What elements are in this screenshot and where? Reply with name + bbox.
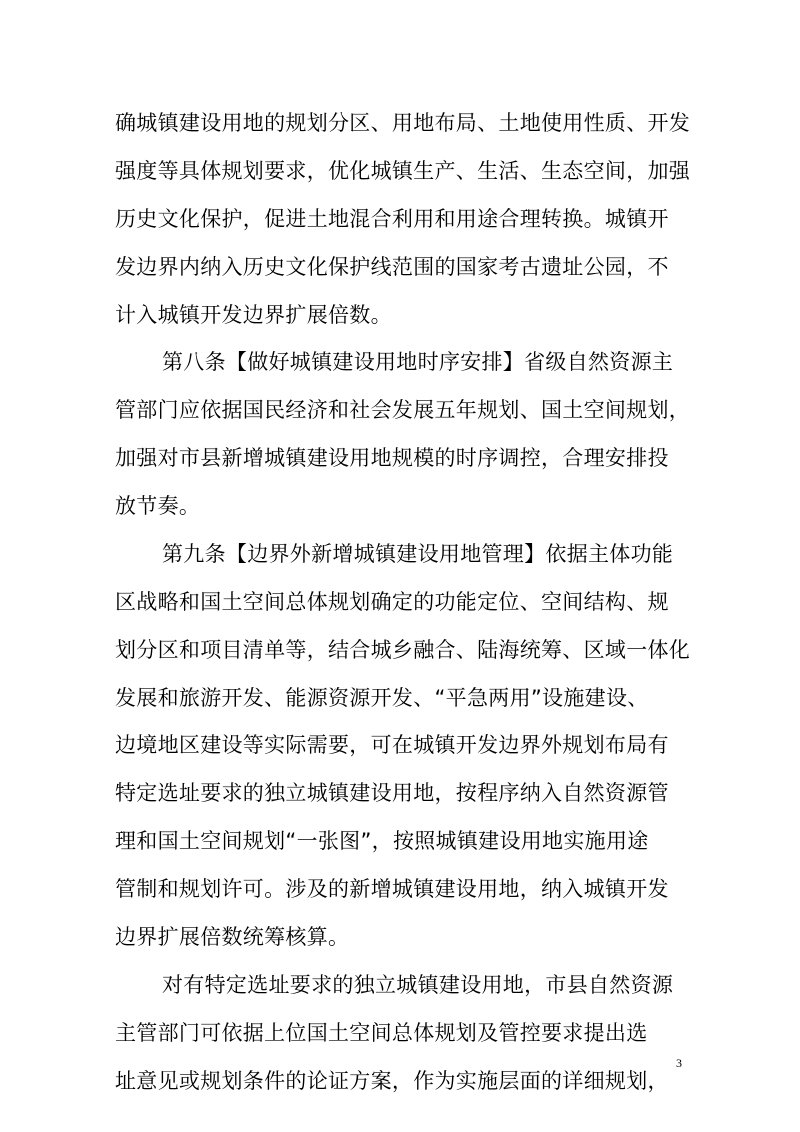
page-number: 3 [676, 1056, 682, 1070]
body-text-line: 历史文化保护，促进土地混合利用和用途合理转换。城镇开 [115, 207, 669, 231]
body-text-line: 特定选址要求的独立城镇建设用地，按程序纳入自然资源管 [115, 781, 669, 805]
body-text-line: 边境地区建设等实际需要，可在城镇开发边界外规划布局有 [115, 733, 669, 757]
body-text-line: 发边界内纳入历史文化保护线范围的国家考古遗址公园，不 [115, 255, 669, 279]
body-text-line: 计入城镇开发边界扩展倍数。 [115, 303, 392, 327]
paragraph-first-line: 对有特定选址要求的独立城镇建设用地，市县自然资源 [162, 973, 674, 997]
body-text-line: 确城镇建设用地的规划分区、用地布局、土地使用性质、开发 [115, 111, 691, 135]
body-text-line: 强度等具体规划要求，优化城镇生产、生活、生态空间，加强 [115, 159, 691, 183]
body-text-line: 区战略和国土空间总体规划确定的功能定位、空间结构、规 [115, 590, 669, 614]
article-8-first-line: 第八条【做好城镇建设用地时序安排】省级自然资源主 [162, 350, 674, 374]
body-text-line: 管部门应依据国民经济和社会发展五年规划、国土空间规划， [115, 398, 691, 422]
body-text-line: 理和国土空间规划“一张图”，按照城镇建设用地实施用途 [115, 829, 649, 853]
body-text-line: 划分区和项目清单等，结合城乡融合、陆海统筹、区域一体化 [115, 638, 691, 662]
body-text-line: 边界扩展倍数统筹核算。 [115, 925, 350, 949]
body-text-line: 放节奏。 [115, 494, 201, 518]
body-text-line: 址意见或规划条件的论证方案，作为实施层面的详细规划， [115, 1069, 669, 1093]
body-text-line: 主管部门可依据上位国土空间总体规划及管控要求提出选 [115, 1021, 648, 1045]
body-text-line: 发展和旅游开发、能源资源开发、“平急两用”设施建设、 [115, 686, 649, 710]
article-9-first-line: 第九条【边界外新增城镇建设用地管理】依据主体功能 [162, 542, 674, 566]
body-text-line: 管制和规划许可。涉及的新增城镇建设用地，纳入城镇开发 [115, 877, 669, 901]
body-text-line: 加强对市县新增城镇建设用地规模的时序调控，合理安排投 [115, 446, 669, 470]
